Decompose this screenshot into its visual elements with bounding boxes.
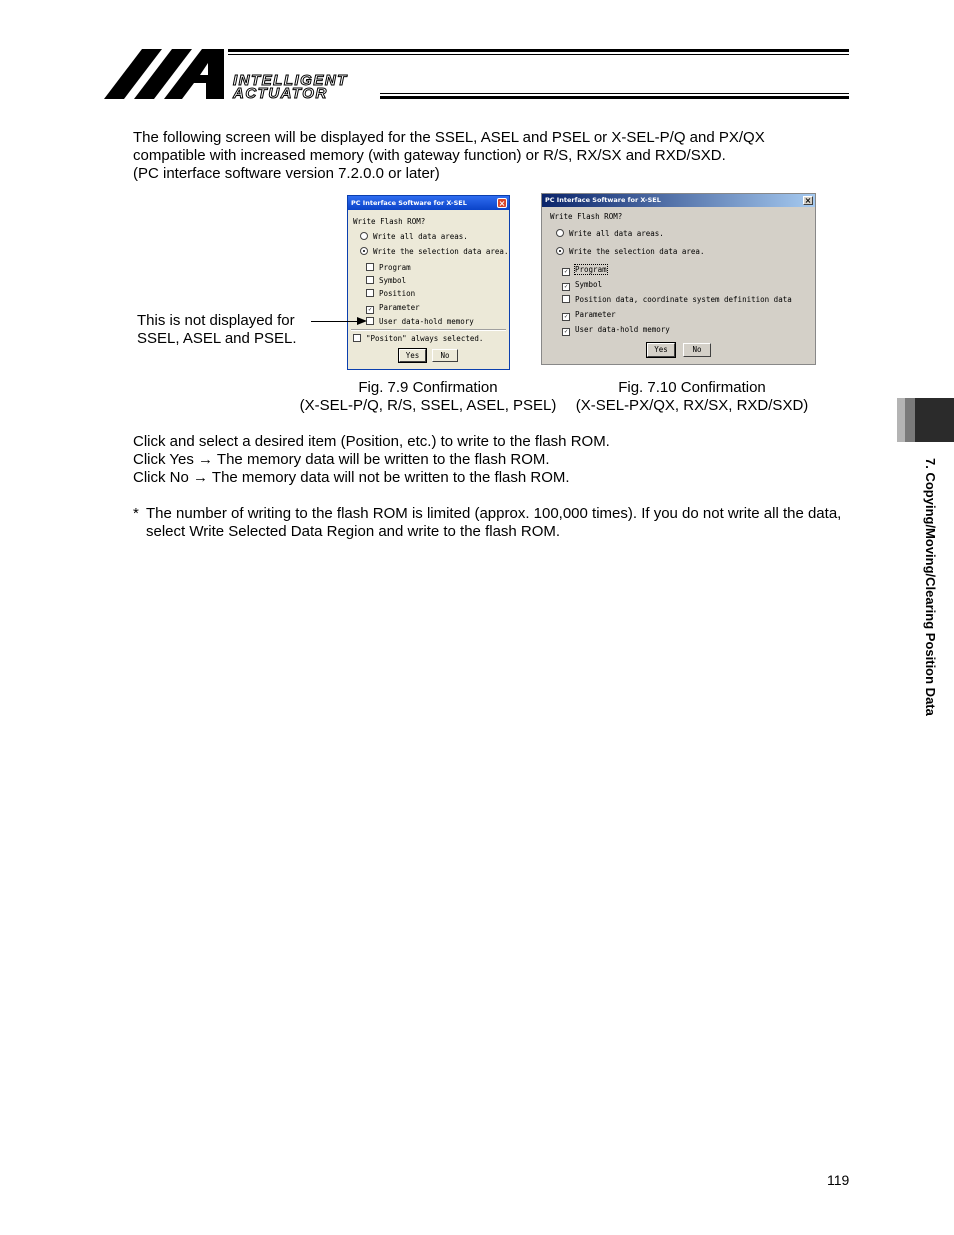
intro-line-2: compatible with increased memory (with gateway function) or R/S, RX/SX and RXD/SXD. (133, 147, 726, 164)
dialog-a-item-parameter-label: Parameter (379, 303, 420, 312)
header-rule-bottom-thin (380, 93, 849, 94)
dialog-b-item-program[interactable] (562, 265, 607, 276)
intro-paragraph (133, 129, 853, 183)
dialog-a-item-position[interactable] (366, 289, 415, 298)
dialog-a-radio-all-icon[interactable] (360, 232, 368, 240)
dialog-a-radio-selection[interactable] (360, 247, 508, 256)
instructions (133, 433, 853, 487)
dialog-b-radio-selection[interactable] (556, 247, 704, 256)
dialog-a-close-icon[interactable]: × (498, 199, 506, 208)
dialog-a-radio-all-label: Write all data areas. (373, 232, 468, 241)
dialog-a-radio-selection-icon[interactable] (360, 247, 368, 255)
callout-arrow-icon (357, 317, 367, 325)
dialog-a-separator (351, 329, 506, 331)
dialog-b-item-parameter-label: Parameter (575, 310, 616, 319)
page-number: 119 (827, 1172, 850, 1188)
header-rule-top-thin (228, 54, 849, 55)
chapter-side-label (920, 458, 940, 778)
note-line-1: The number of writing to the flash ROM is limited (approx. 100,000 times). If you do not write all the data, (146, 505, 842, 522)
dialog-b-radio-selection-icon[interactable] (556, 247, 564, 255)
company-logo-icon (104, 49, 224, 99)
dialog-b-item-program-checkbox[interactable]: ✓ (562, 268, 570, 276)
dialog-a-always-selected[interactable] (353, 334, 483, 343)
figure-caption-a-title: Fig. 7.9 Confirmation (358, 379, 498, 396)
callout-line-2: SSEL, ASEL and PSEL. (137, 330, 297, 347)
dialog-a-item-symbol-label: Symbol (379, 276, 407, 285)
dialog-b-item-parameter[interactable] (562, 310, 616, 321)
dialog-a-no-button[interactable]: No (432, 349, 458, 362)
figure-caption-a-sub: (X-SEL-P/Q, R/S, SSEL, ASEL, PSEL) (299, 397, 557, 414)
callout-line-1: This is not displayed for (137, 312, 295, 329)
figure-caption-b-title: Fig. 7.10 Confirmation (618, 379, 766, 396)
brand-line-1: INTELLIGENT (233, 72, 348, 89)
chapter-side-label-text: 7. Copying/Moving/Clearing Position Data (923, 458, 938, 716)
dialog-a-yes-button[interactable]: Yes (399, 349, 426, 362)
dialog-a-item-parameter[interactable] (366, 303, 420, 314)
dialog-b-radio-selection-label: Write the selection data area. (569, 247, 705, 256)
dialog-a-item-position-checkbox[interactable] (366, 289, 374, 297)
dialog-a-titlebar[interactable] (348, 196, 509, 210)
dialog-a-title: PC Interface Software for X-SEL (351, 199, 467, 207)
chapter-tab-light-segment (897, 398, 905, 442)
chapter-tab-mid-segment (905, 398, 915, 442)
dialog-a-radio-all[interactable] (360, 232, 468, 241)
figure-caption-a (284, 379, 572, 415)
note-line-2: select Write Selected Data Region and write to the flash ROM. (146, 523, 561, 540)
dialog-a-item-user-memory-checkbox[interactable] (366, 317, 374, 325)
dialog-b-item-position[interactable] (562, 295, 792, 304)
brand-line-2: ACTUATOR (233, 85, 328, 102)
dialog-a-item-position-label: Position (379, 289, 416, 298)
dialog-b-titlebar[interactable] (542, 194, 815, 207)
dialog-xsel-pxqx (541, 193, 816, 365)
brand-wordmark (233, 74, 348, 100)
dialog-b-item-symbol-label: Symbol (575, 280, 603, 289)
note-text (146, 505, 856, 541)
dialog-b-item-position-label: Position data, coordinate system definition data (575, 295, 792, 304)
dialog-a-always-selected-label: "Positon" always selected. (366, 334, 484, 343)
note-marker: * (133, 505, 139, 522)
dialog-b-item-symbol-checkbox[interactable]: ✓ (562, 283, 570, 291)
instruction-line-3: Click No → The memory data will not be written to the flash ROM. (133, 469, 570, 486)
callout-arrow-line (311, 321, 359, 322)
figure-caption-b (560, 379, 824, 415)
dialog-b-prompt: Write Flash ROM? (550, 212, 623, 221)
dialog-b-no-button[interactable]: No (683, 343, 711, 357)
dialog-a-item-symbol-checkbox[interactable] (366, 276, 374, 284)
dialog-b-item-user-memory-checkbox[interactable]: ✓ (562, 328, 570, 336)
chapter-tab-dark-segment (915, 398, 954, 442)
dialog-b-item-program-label: Program (575, 265, 607, 274)
header-rule-bottom-thick (380, 96, 849, 99)
dialog-b-close-icon[interactable]: × (804, 196, 812, 205)
figure-caption-b-sub: (X-SEL-PX/QX, RX/SX, RXD/SXD) (575, 397, 809, 414)
dialog-a-prompt: Write Flash ROM? (353, 217, 426, 226)
dialog-b-radio-all[interactable] (556, 229, 664, 238)
header-rule-top-thick (228, 49, 849, 52)
callout-note (137, 312, 297, 348)
dialog-a-item-program[interactable] (366, 263, 411, 272)
dialog-b-item-user-memory[interactable] (562, 325, 670, 336)
dialog-b-item-symbol[interactable] (562, 280, 602, 291)
dialog-b-radio-all-label: Write all data areas. (569, 229, 664, 238)
dialog-a-item-symbol[interactable] (366, 276, 406, 285)
dialog-b-item-position-checkbox[interactable] (562, 295, 570, 303)
dialog-a-item-parameter-checkbox[interactable]: ✓ (366, 306, 374, 314)
dialog-a-item-user-memory-label: User data-hold memory (379, 317, 474, 326)
dialog-a-radio-selection-label: Write the selection data area. (373, 247, 509, 256)
dialog-b-yes-button[interactable]: Yes (647, 343, 675, 357)
dialog-a-item-program-checkbox[interactable] (366, 263, 374, 271)
intro-line-1: The following screen will be displayed for the SSEL, ASEL and PSEL or X-SEL-P/Q and PX/QX (133, 129, 765, 146)
dialog-a-always-selected-checkbox[interactable] (353, 334, 361, 342)
dialog-a-item-user-memory[interactable] (366, 317, 474, 326)
instruction-line-2: Click Yes → The memory data will be written to the flash ROM. (133, 451, 550, 468)
intro-line-3: (PC interface software version 7.2.0.0 or later) (133, 165, 440, 182)
dialog-b-radio-all-icon[interactable] (556, 229, 564, 237)
dialog-b-item-parameter-checkbox[interactable]: ✓ (562, 313, 570, 321)
dialog-xsel-pq (347, 195, 510, 370)
dialog-b-item-user-memory-label: User data-hold memory (575, 325, 670, 334)
dialog-b-title: PC Interface Software for X-SEL (545, 196, 661, 204)
instruction-line-1: Click and select a desired item (Position, etc.) to write to the flash ROM. (133, 433, 610, 450)
chapter-tab-marker (897, 398, 954, 442)
dialog-a-item-program-label: Program (379, 263, 411, 272)
